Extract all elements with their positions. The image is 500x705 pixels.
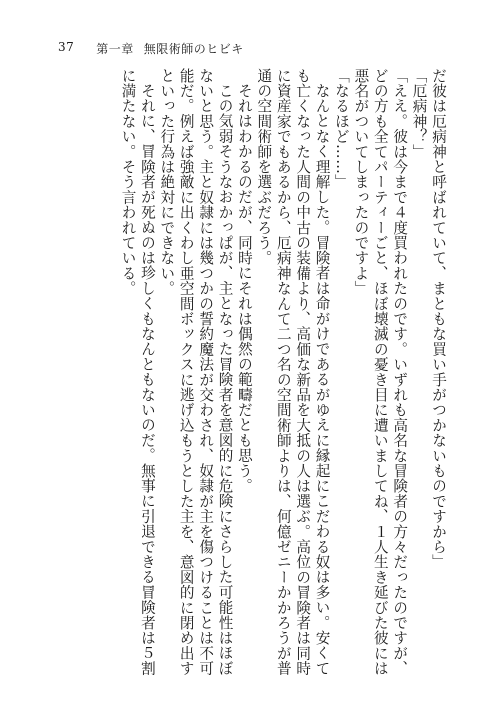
paragraph-5: なんとなく理解した。冒険者は命がけであるがゆえに縁起にこだわる奴は多い。安くても亡くなった人間の中古の装備より、高価な新品を大抵の人は選ぶ。高位の冒険者は同時に資産家でもあるから、厄病神なんて二つ名の空間術師よりは、何億ゼニーかかろうが普通の空間術師を選ぶだろう。	[255, 68, 331, 676]
chapter-title: 無限術師のヒビキ	[143, 42, 244, 56]
paragraph-8: それに、冒険者が死ぬのは珍しくもなんともないのだ。無事に引退できる冒険者は５割に満たない。そう言われている。	[119, 68, 156, 676]
page-number: 37	[58, 40, 75, 54]
paragraph-6: それはわかるのだが、同時にそれは偶然の範疇だとも思う。	[235, 82, 253, 493]
paragraph-3: 「ええ。彼は今まで４度買われたのです。いずれも高名な冒険者の方々だったのですが、どの方も全てパーティーごと、ほぼ壊滅の憂き目に遭いましてね、１人生き延びた彼には悪名がついてしまったのですよ」	[352, 68, 409, 676]
chapter-label: 第一章	[96, 42, 134, 56]
paragraph-2: 「厄病神？」	[410, 68, 428, 160]
running-header	[58, 40, 244, 57]
chapter-heading	[96, 40, 244, 57]
vertical-body-text	[48, 68, 448, 678]
paragraph-1: だ彼は厄病神と呼ばれていて、まともな買い手がつかないものですから」	[430, 68, 447, 570]
paragraph-4: 「なるほど……」	[332, 68, 350, 190]
paragraph-7: この気弱そうなおかっぱが、主となった冒険者を意図的に危険にさらした可能性はほぼないと思う。主と奴隷には幾つかの誓約魔法が交わされ、奴隷が主を傷つけることは不可能だ。例えば強敵に出くわし亜空間ボックスに逃げ込もうとした主を、意図的に閉め出すといった行為は絶対にできない。	[158, 68, 234, 676]
